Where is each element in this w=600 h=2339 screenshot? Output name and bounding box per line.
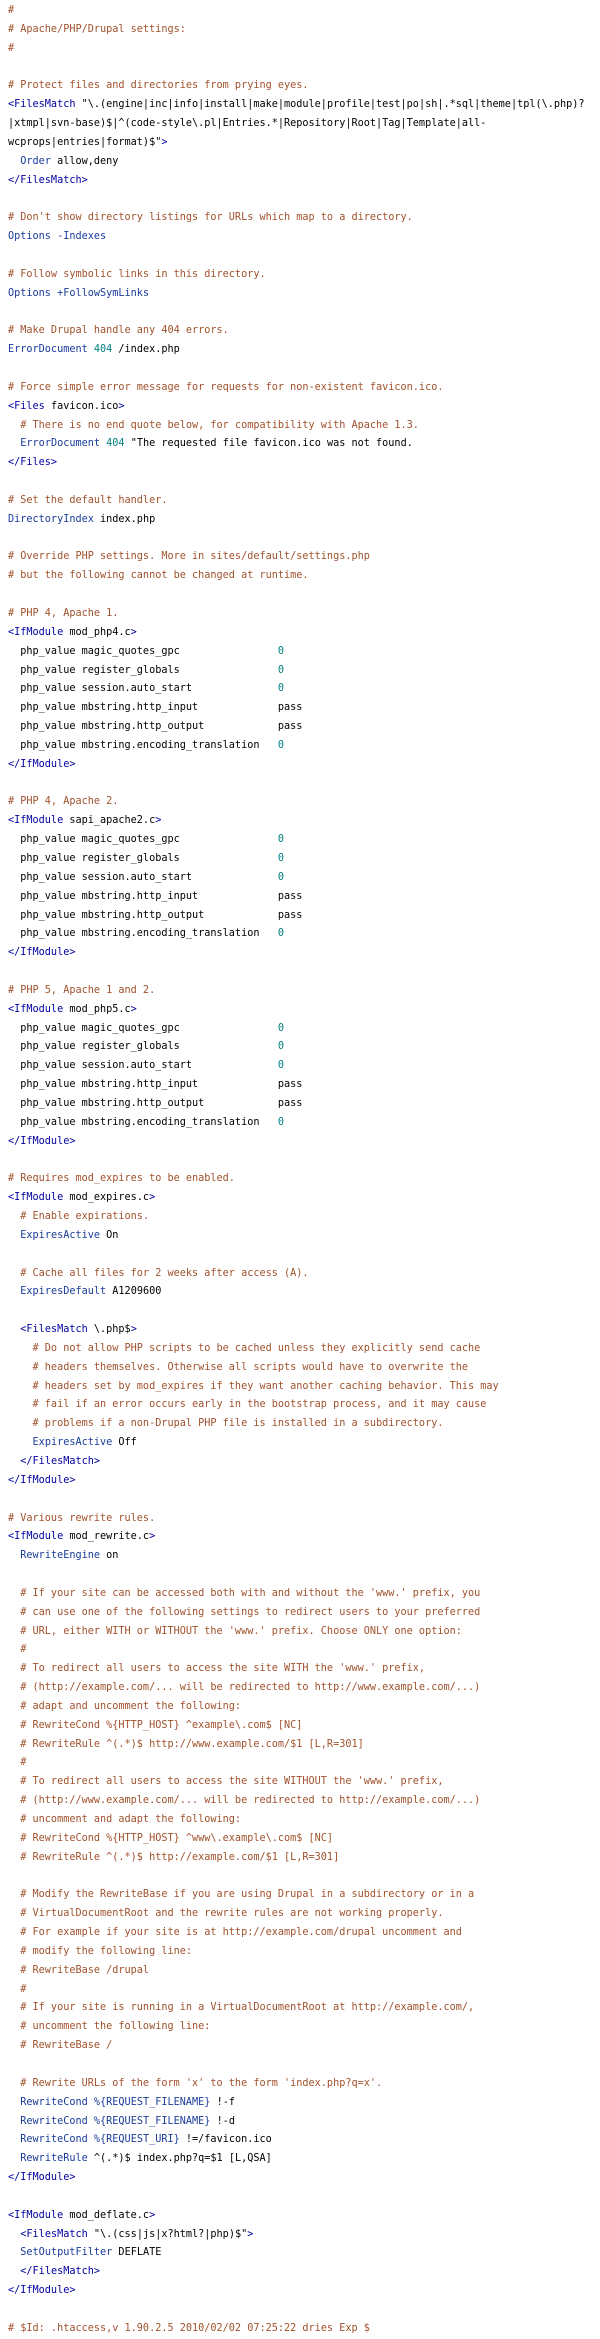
code-line bbox=[8, 1773, 590, 1792]
comment-text: # bbox=[8, 5, 15, 16]
tag-token: > bbox=[149, 1192, 156, 1204]
blank-line bbox=[8, 2188, 590, 2207]
comment-text: # bbox=[8, 1644, 27, 1656]
code-text: |xtmpl|svn-base)$|^(code-style\.pl|Entries.*|Repository|Root|Tag|Template|all- bbox=[8, 118, 487, 130]
code-line bbox=[8, 662, 590, 681]
tag-token: <FilesMatch bbox=[20, 2228, 88, 2240]
tag-token: > bbox=[149, 2209, 156, 2221]
comment-text: # Requires mod_expires to be enabled. bbox=[8, 1173, 235, 1185]
tag-token: </IfModule> bbox=[8, 1474, 76, 1486]
code-line bbox=[8, 1924, 590, 1943]
code-line bbox=[8, 1849, 590, 1868]
code-line bbox=[8, 831, 590, 850]
number-token: 0 bbox=[277, 871, 285, 883]
code-text: !=/favicon.ico bbox=[179, 2134, 272, 2146]
code-text bbox=[8, 1550, 20, 1561]
comment-text: # RewriteBase / bbox=[8, 2040, 113, 2052]
code-text: wcprops|entries|format)$" bbox=[8, 136, 162, 148]
comment-text: # PHP 4, Apache 1. bbox=[8, 608, 119, 619]
code-text bbox=[8, 1437, 33, 1448]
code-line bbox=[8, 435, 590, 454]
comment-text: # but the following cannot be changed at runtime. bbox=[8, 570, 309, 582]
code-line bbox=[8, 737, 590, 756]
comment-text: # To redirect all users to access the site WITHOUT the 'www.' prefix, bbox=[8, 1776, 444, 1788]
code-line bbox=[8, 2075, 590, 2094]
code-line bbox=[8, 1754, 590, 1773]
code-line bbox=[8, 2018, 590, 2037]
code-line bbox=[8, 153, 590, 172]
code-line bbox=[8, 1528, 590, 1547]
directive-token: ErrorDocument bbox=[8, 344, 88, 356]
code-text: php_value mbstring.http_output pass bbox=[8, 721, 303, 733]
tag-token: <IfModule bbox=[8, 1192, 64, 1204]
tag-token: > bbox=[161, 136, 168, 148]
code-text bbox=[8, 1456, 20, 1467]
directive-token: -Indexes bbox=[57, 231, 107, 243]
code-line bbox=[8, 209, 590, 228]
code-line bbox=[8, 1905, 590, 1924]
code-line bbox=[8, 1962, 590, 1981]
code-line bbox=[8, 228, 590, 247]
code-line bbox=[8, 567, 590, 586]
code-line bbox=[8, 1020, 590, 1039]
code-text: php_value mbstring.http_input pass bbox=[8, 702, 303, 714]
code-line bbox=[8, 1830, 590, 1849]
code-line bbox=[8, 1510, 590, 1529]
directive-token: DirectoryIndex bbox=[8, 513, 94, 525]
code-line bbox=[8, 96, 590, 115]
code-line bbox=[8, 1227, 590, 1246]
tag-token: <IfModule bbox=[8, 1003, 64, 1015]
code-line bbox=[8, 379, 590, 398]
code-line bbox=[8, 1208, 590, 1227]
code-text: index.php bbox=[93, 513, 156, 525]
number-token: 0 bbox=[277, 928, 285, 940]
code-line bbox=[8, 2207, 590, 2226]
code-line bbox=[8, 1321, 590, 1340]
code-text: php_value register_globals bbox=[8, 852, 278, 864]
code-line bbox=[8, 2320, 590, 2339]
code-line bbox=[8, 1001, 590, 1020]
code-line bbox=[8, 944, 590, 963]
blank-line bbox=[8, 1302, 590, 1321]
comment-text: # uncomment and adapt the following: bbox=[8, 1814, 242, 1825]
comment-text: # headers themselves. Otherwise all scripts would have to overwrite the bbox=[8, 1361, 469, 1373]
code-text bbox=[8, 2097, 20, 2108]
number-token: 0 bbox=[277, 683, 285, 695]
comment-text: # Force simple error message for requests for non-existent favicon.ico. bbox=[8, 381, 444, 393]
code-line bbox=[8, 1547, 590, 1566]
code-text: php_value mbstring.http_output pass bbox=[8, 909, 303, 921]
tag-token: </IfModule> bbox=[8, 2172, 76, 2184]
directive-token: ExpiresDefault bbox=[20, 1286, 107, 1298]
blank-line bbox=[8, 2056, 590, 2075]
code-text: php_value mbstring.http_output pass bbox=[8, 1097, 303, 1109]
code-line bbox=[8, 699, 590, 718]
tag-token: > bbox=[118, 400, 125, 412]
code-line bbox=[8, 2150, 590, 2169]
code-line bbox=[8, 1434, 590, 1453]
directive-token: +FollowSymLinks bbox=[57, 287, 150, 299]
number-token: 0 bbox=[277, 1060, 285, 1072]
code-line bbox=[8, 1265, 590, 1284]
directive-token: %{REQUEST_FILENAME} bbox=[93, 2115, 211, 2127]
code-line bbox=[8, 1283, 590, 1302]
code-line bbox=[8, 511, 590, 530]
code-text: php_value register_globals bbox=[8, 664, 278, 676]
comment-text: # problems if a non-Drupal PHP file is installed in a subdirectory. bbox=[8, 1418, 444, 1430]
code-line bbox=[8, 2113, 590, 2132]
code-line bbox=[8, 812, 590, 831]
code-line bbox=[8, 982, 590, 1001]
code-text: /index.php bbox=[112, 344, 180, 356]
code-text: !-d bbox=[210, 2115, 235, 2127]
code-line bbox=[8, 1886, 590, 1905]
comment-text: # Enable expirations. bbox=[8, 1211, 150, 1222]
comment-text: # Make Drupal handle any 404 errors. bbox=[8, 325, 229, 337]
comment-text: # VirtualDocumentRoot and the rewrite rules are not working properly. bbox=[8, 1908, 444, 1920]
code-line bbox=[8, 1378, 590, 1397]
code-line bbox=[8, 1717, 590, 1736]
comment-text: # For example if your site is at http://example.com/drupal uncomment and bbox=[8, 1927, 462, 1939]
tag-token: > bbox=[130, 1003, 137, 1015]
comment-text: # fail if an error occurs early in the bootstrap process, and it may cause bbox=[8, 1399, 487, 1411]
blank-line bbox=[8, 530, 590, 549]
comment-text: # bbox=[8, 1983, 27, 1995]
code-line bbox=[8, 266, 590, 285]
comment-text: # To redirect all users to access the site WITH the 'www.' prefix, bbox=[8, 1663, 426, 1675]
comment-text: # bbox=[8, 42, 15, 54]
directive-token: RewriteCond bbox=[20, 2096, 88, 2108]
comment-text: # adapt and uncomment the following: bbox=[8, 1700, 242, 1712]
code-text: php_value session.auto_start bbox=[8, 871, 278, 883]
code-line bbox=[8, 1641, 590, 1660]
directive-token: Options bbox=[8, 287, 51, 299]
code-line bbox=[8, 341, 590, 360]
code-text: php_value magic_quotes_gpc bbox=[8, 834, 278, 846]
code-text: mod_deflate.c bbox=[63, 2209, 150, 2221]
tag-token: </IfModule> bbox=[8, 947, 76, 959]
number-token: 0 bbox=[277, 1022, 285, 1034]
comment-text: # Protect files and directories from prying eyes. bbox=[8, 80, 309, 92]
code-line bbox=[8, 1415, 590, 1434]
code-line bbox=[8, 2131, 590, 2150]
code-text: php_value session.auto_start bbox=[8, 683, 278, 695]
directive-token: %{REQUEST_URI} bbox=[93, 2134, 180, 2146]
comment-text: # RewriteRule ^(.*)$ http://www.example.com/$1 [L,R=301] bbox=[8, 1738, 364, 1750]
tag-token: > bbox=[130, 1324, 137, 1336]
blank-line bbox=[8, 360, 590, 379]
code-line bbox=[8, 1057, 590, 1076]
code-line bbox=[8, 2226, 590, 2245]
code-line bbox=[8, 1038, 590, 1057]
code-line bbox=[8, 605, 590, 624]
tag-token: <FilesMatch bbox=[20, 1324, 88, 1336]
directive-token: SetOutputFilter bbox=[20, 2247, 113, 2259]
blank-line bbox=[8, 775, 590, 794]
tag-token: > bbox=[149, 1531, 156, 1543]
code-text: mod_expires.c bbox=[63, 1192, 150, 1204]
code-line bbox=[8, 1943, 590, 1962]
code-line bbox=[8, 1736, 590, 1755]
comment-text: # can use one of the following settings to redirect users to your preferred bbox=[8, 1606, 481, 1618]
code-line bbox=[8, 548, 590, 567]
tag-token: <IfModule bbox=[8, 626, 64, 638]
code-text: php_value register_globals bbox=[8, 1041, 278, 1053]
code-line bbox=[8, 322, 590, 341]
comment-text: # modify the following line: bbox=[8, 1945, 193, 1957]
comment-text: # RewriteRule ^(.*)$ http://example.com/$1 [L,R=301] bbox=[8, 1851, 340, 1863]
comment-text: # uncomment the following line: bbox=[8, 2021, 211, 2033]
code-text bbox=[8, 438, 20, 449]
blank-line bbox=[8, 1491, 590, 1510]
comment-text: # Override PHP settings. More in sites/default/settings.php bbox=[8, 551, 370, 563]
code-line bbox=[8, 1679, 590, 1698]
tag-token: </IfModule> bbox=[8, 758, 76, 770]
code-text: "\.(css|js|x?html?|php)$" bbox=[87, 2228, 248, 2240]
code-text bbox=[8, 2229, 20, 2240]
code-text: !-f bbox=[210, 2096, 235, 2108]
code-line bbox=[8, 2037, 590, 2056]
code-line bbox=[8, 869, 590, 888]
code-line bbox=[8, 1792, 590, 1811]
comment-text: # Don't show directory listings for URLs which map to a directory. bbox=[8, 212, 413, 224]
code-text: mod_php5.c bbox=[63, 1003, 131, 1015]
comment-text: # If your site can be accessed both with and without the 'www.' prefix, you bbox=[8, 1587, 481, 1599]
code-line bbox=[8, 1095, 590, 1114]
code-line bbox=[8, 1114, 590, 1133]
blank-line bbox=[8, 473, 590, 492]
tag-token: </IfModule> bbox=[8, 2285, 76, 2297]
blank-line bbox=[8, 2301, 590, 2320]
code-text bbox=[8, 2266, 20, 2277]
code-line bbox=[8, 2244, 590, 2263]
comment-text: # RewriteCond %{HTTP_HOST} ^example\.com$ [NC] bbox=[8, 1719, 303, 1731]
code-line bbox=[8, 1453, 590, 1472]
code-text: php_value mbstring.encoding_translation bbox=[8, 739, 278, 751]
code-line bbox=[8, 925, 590, 944]
tag-token: </IfModule> bbox=[8, 1135, 76, 1147]
directive-token: RewriteRule bbox=[20, 2153, 88, 2165]
code-line bbox=[8, 2263, 590, 2282]
code-text: on bbox=[100, 1550, 119, 1562]
blank-line bbox=[8, 1868, 590, 1887]
directive-token: ExpiresActive bbox=[32, 1437, 113, 1449]
comment-text: # There is no end quote below, for compatibility with Apache 1.3. bbox=[8, 419, 419, 431]
code-line bbox=[8, 1981, 590, 2000]
code-line bbox=[8, 907, 590, 926]
comment-text: # RewriteBase /drupal bbox=[8, 1964, 150, 1976]
code-line bbox=[8, 1359, 590, 1378]
code-line bbox=[8, 285, 590, 304]
code-line bbox=[8, 21, 590, 40]
code-line bbox=[8, 624, 590, 643]
comment-text: # (http://www.example.com/... will be redirected to http://example.com/...) bbox=[8, 1795, 481, 1807]
code-text: php_value mbstring.http_input pass bbox=[8, 890, 303, 902]
comment-text: # Various rewrite rules. bbox=[8, 1512, 156, 1524]
blank-line bbox=[8, 1566, 590, 1585]
code-text bbox=[8, 1324, 20, 1335]
code-line bbox=[8, 1999, 590, 2018]
directive-token: Order bbox=[20, 155, 51, 167]
code-line bbox=[8, 115, 590, 134]
code-line bbox=[8, 643, 590, 662]
code-text bbox=[8, 2247, 20, 2258]
tag-token: > bbox=[247, 2228, 254, 2240]
code-text: Off bbox=[112, 1437, 137, 1449]
code-line bbox=[8, 1340, 590, 1359]
code-line bbox=[8, 793, 590, 812]
comment-text: # Set the default handler. bbox=[8, 494, 168, 506]
code-text: On bbox=[100, 1229, 119, 1241]
code-text: php_value mbstring.encoding_translation bbox=[8, 928, 278, 940]
code-line bbox=[8, 1472, 590, 1491]
tag-token: > bbox=[155, 815, 162, 827]
code-text: favicon.ico bbox=[44, 400, 119, 412]
tag-token: <IfModule bbox=[8, 2209, 64, 2221]
comment-text: # URL, either WITH or WITHOUT the 'www.' prefix. Choose ONLY one option: bbox=[8, 1625, 462, 1637]
blank-line bbox=[8, 247, 590, 266]
code-text: sapi_apache2.c bbox=[63, 815, 156, 827]
directive-token: RewriteEngine bbox=[20, 1550, 101, 1562]
blank-line bbox=[8, 190, 590, 209]
code-line bbox=[8, 134, 590, 153]
comment-text: # Modify the RewriteBase if you are using Drupal in a subdirectory or in a bbox=[8, 1889, 475, 1901]
code-line bbox=[8, 2, 590, 21]
code-line bbox=[8, 718, 590, 737]
directive-token: RewriteCond bbox=[20, 2134, 88, 2146]
blank-line bbox=[8, 1151, 590, 1170]
blank-line bbox=[8, 586, 590, 605]
code-text bbox=[8, 2116, 20, 2127]
number-token: 0 bbox=[277, 645, 285, 657]
code-text bbox=[8, 1286, 20, 1297]
code-text: "\.(engine|inc|info|install|make|module|profile|test|po|sh|.*sql|theme|tpl(\.php)? bbox=[75, 99, 585, 111]
comment-text: # bbox=[8, 1757, 27, 1769]
tag-token: <FilesMatch bbox=[8, 99, 76, 111]
code-line bbox=[8, 1604, 590, 1623]
comment-text: # headers set by mod_expires if they want another caching behavior. This may bbox=[8, 1380, 499, 1392]
code-text: \.php$ bbox=[87, 1324, 131, 1336]
tag-token: <Files bbox=[8, 400, 45, 412]
code-line bbox=[8, 680, 590, 699]
tag-token: <IfModule bbox=[8, 815, 64, 827]
code-text bbox=[8, 156, 20, 167]
comment-text: # Apache/PHP/Drupal settings: bbox=[8, 23, 186, 35]
code-line bbox=[8, 77, 590, 96]
code-line bbox=[8, 1396, 590, 1415]
code-line bbox=[8, 1660, 590, 1679]
code-line bbox=[8, 1623, 590, 1642]
tag-token: </Files> bbox=[8, 457, 58, 469]
code-text bbox=[8, 1230, 20, 1241]
tag-token: </FilesMatch> bbox=[8, 174, 88, 186]
code-line bbox=[8, 1811, 590, 1830]
number-token: 0 bbox=[277, 834, 285, 846]
code-line bbox=[8, 417, 590, 436]
directive-token: ErrorDocument bbox=[20, 438, 101, 450]
directive-token: ExpiresActive bbox=[20, 1229, 101, 1241]
directive-token: RewriteCond bbox=[20, 2115, 88, 2127]
number-token: 0 bbox=[277, 739, 285, 751]
comment-text: # RewriteCond %{HTTP_HOST} ^www\.example\.com$ [NC] bbox=[8, 1832, 334, 1844]
code-line bbox=[8, 1698, 590, 1717]
tag-token: </FilesMatch> bbox=[20, 1455, 101, 1467]
code-text bbox=[8, 2134, 20, 2145]
code-text bbox=[8, 2153, 20, 2164]
code-line bbox=[8, 756, 590, 775]
code-text: DEFLATE bbox=[112, 2247, 162, 2259]
code-line bbox=[8, 1133, 590, 1152]
code-text: php_value magic_quotes_gpc bbox=[8, 645, 278, 657]
code-text: allow,deny bbox=[50, 155, 119, 167]
tag-token: </FilesMatch> bbox=[20, 2266, 101, 2278]
code-line bbox=[8, 850, 590, 869]
code-line bbox=[8, 2169, 590, 2188]
code-text: "The requested file favicon.ico was not found. bbox=[124, 438, 413, 450]
number-token: 0 bbox=[277, 852, 285, 864]
comment-text: # Cache all files for 2 weeks after access (A). bbox=[8, 1267, 309, 1279]
code-text: ^(.*)$ index.php?q=$1 [L,QSA] bbox=[87, 2153, 272, 2165]
code-line bbox=[8, 1170, 590, 1189]
code-line bbox=[8, 2282, 590, 2301]
comment-text: # $Id: .htaccess,v 1.90.2.5 2010/02/02 07:25:22 dries Exp $ bbox=[8, 2322, 370, 2334]
code-text: mod_php4.c bbox=[63, 626, 131, 638]
code-text: php_value session.auto_start bbox=[8, 1060, 278, 1072]
blank-line bbox=[8, 59, 590, 78]
code-line bbox=[8, 1076, 590, 1095]
comment-text: # If your site is running in a VirtualDocumentRoot at http://example.com/, bbox=[8, 2002, 475, 2014]
number-token: 0 bbox=[277, 1041, 285, 1053]
blank-line bbox=[8, 1246, 590, 1265]
tag-token: <IfModule bbox=[8, 1531, 64, 1543]
code-text: A1209600 bbox=[106, 1286, 162, 1298]
code-line bbox=[8, 172, 590, 191]
comment-text: # Follow symbolic links in this directory. bbox=[8, 268, 266, 280]
code-text: php_value magic_quotes_gpc bbox=[8, 1022, 278, 1034]
code-line bbox=[8, 1585, 590, 1604]
code-line bbox=[8, 454, 590, 473]
code-line bbox=[8, 1189, 590, 1208]
code-text: php_value mbstring.encoding_translation bbox=[8, 1116, 278, 1128]
code-text: php_value mbstring.http_input pass bbox=[8, 1079, 303, 1091]
code-line bbox=[8, 492, 590, 511]
number-token: 404 bbox=[93, 344, 113, 356]
comment-text: # PHP 4, Apache 2. bbox=[8, 796, 119, 808]
blank-line bbox=[8, 963, 590, 982]
code-text: mod_rewrite.c bbox=[63, 1531, 150, 1543]
comment-text: # Rewrite URLs of the form 'x' to the form 'index.php?q=x'. bbox=[8, 2077, 383, 2089]
comment-text: # (http://example.com/... will be redirected to http://www.example.com/...) bbox=[8, 1682, 481, 1694]
code-line bbox=[8, 2094, 590, 2113]
code-line bbox=[8, 888, 590, 907]
blank-line bbox=[8, 304, 590, 323]
directive-token: %{REQUEST_FILENAME} bbox=[93, 2096, 211, 2108]
comment-text: # PHP 5, Apache 1 and 2. bbox=[8, 984, 156, 996]
number-token: 0 bbox=[277, 1116, 285, 1128]
number-token: 0 bbox=[277, 664, 285, 676]
tag-token: > bbox=[130, 626, 137, 638]
directive-token: Options bbox=[8, 231, 51, 243]
number-token: 404 bbox=[106, 438, 125, 450]
code-line bbox=[8, 40, 590, 59]
comment-text: # Do not allow PHP scripts to be cached unless they explicitly send cache bbox=[8, 1342, 481, 1354]
code-line bbox=[8, 398, 590, 417]
